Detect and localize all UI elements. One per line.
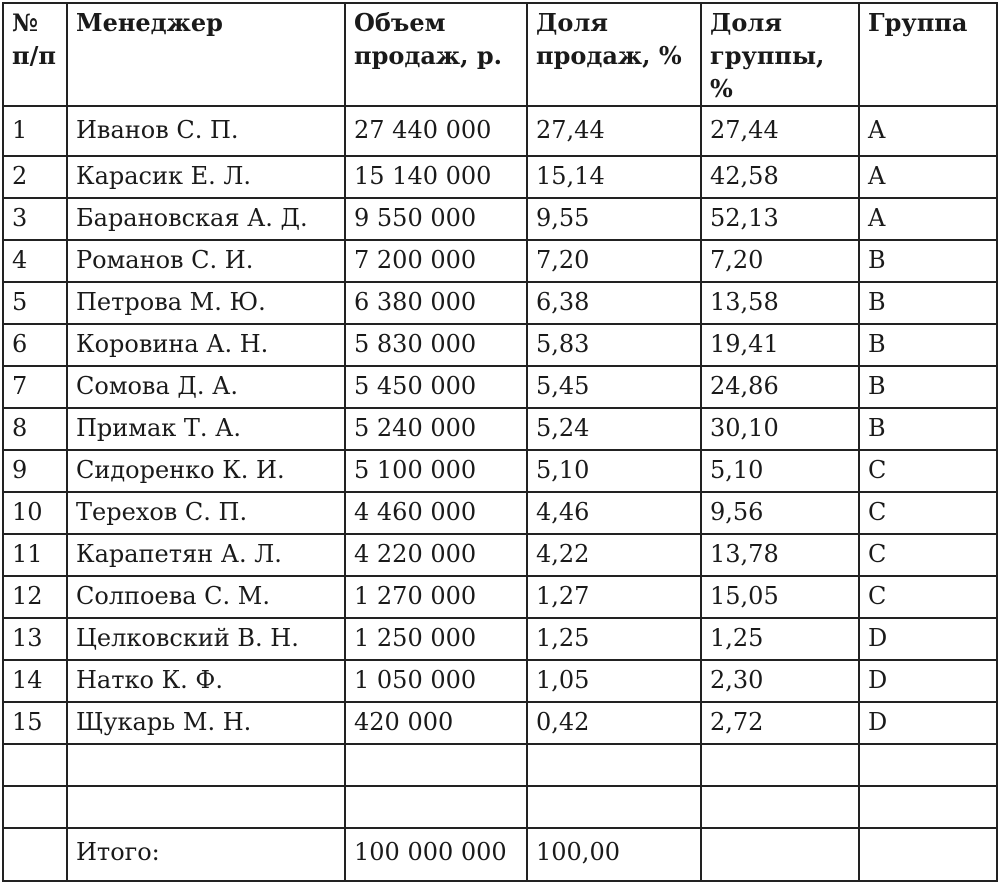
cell-share: 7,20: [527, 240, 701, 282]
empty-cell: [859, 828, 997, 881]
header-cell-group-share: Доля группы, %: [701, 3, 859, 106]
cell-number: 5: [3, 282, 67, 324]
cell-number: 10: [3, 492, 67, 534]
table-row: [3, 450, 997, 492]
cell-manager: Сомова Д. А.: [67, 366, 345, 408]
cell-number: 2: [3, 156, 67, 198]
empty-cell: [859, 744, 997, 786]
table-row: [3, 156, 997, 198]
cell-share: 27,44: [527, 106, 701, 156]
cell-share: 5,24: [527, 408, 701, 450]
cell-group-share: 2,72: [701, 702, 859, 744]
empty-row: [3, 744, 997, 786]
cell-manager: Примак Т. А.: [67, 408, 345, 450]
cell-number: 15: [3, 702, 67, 744]
cell-group: B: [859, 282, 997, 324]
empty-cell: [859, 786, 997, 828]
cell-manager: Целковский В. Н.: [67, 618, 345, 660]
total-label: Итого:: [67, 828, 345, 881]
cell-manager: Карапетян А. Л.: [67, 534, 345, 576]
cell-group: D: [859, 618, 997, 660]
cell-group: B: [859, 240, 997, 282]
table-row: [3, 702, 997, 744]
total-volume: 100 000 000: [345, 828, 527, 881]
cell-number: 7: [3, 366, 67, 408]
cell-group-share: 13,58: [701, 282, 859, 324]
table-row: [3, 534, 997, 576]
cell-group-share: 42,58: [701, 156, 859, 198]
cell-manager: Щукарь М. Н.: [67, 702, 345, 744]
cell-volume: 5 830 000: [345, 324, 527, 366]
empty-cell: [701, 744, 859, 786]
cell-share: 5,83: [527, 324, 701, 366]
cell-number: 14: [3, 660, 67, 702]
cell-number: 4: [3, 240, 67, 282]
cell-manager: Натко К. Ф.: [67, 660, 345, 702]
cell-group: C: [859, 576, 997, 618]
header-cell-group: Группа: [859, 3, 997, 106]
cell-volume: 420 000: [345, 702, 527, 744]
cell-number: 6: [3, 324, 67, 366]
header-cell-manager: Менеджер: [67, 3, 345, 106]
cell-group: B: [859, 324, 997, 366]
header-cell-share: Доля продаж, %: [527, 3, 701, 106]
cell-group: D: [859, 702, 997, 744]
header-row: [3, 3, 997, 106]
cell-manager: Барановская А. Д.: [67, 198, 345, 240]
empty-cell: [3, 828, 67, 881]
empty-cell: [527, 786, 701, 828]
cell-share: 4,46: [527, 492, 701, 534]
total-share: 100,00: [527, 828, 701, 881]
cell-group: A: [859, 156, 997, 198]
table-row: [3, 618, 997, 660]
table-row: [3, 660, 997, 702]
cell-group: A: [859, 106, 997, 156]
cell-share: 1,25: [527, 618, 701, 660]
cell-group-share: 2,30: [701, 660, 859, 702]
empty-cell: [345, 786, 527, 828]
cell-share: 6,38: [527, 282, 701, 324]
cell-group-share: 7,20: [701, 240, 859, 282]
table-row: [3, 240, 997, 282]
empty-cell: [67, 786, 345, 828]
cell-volume: 4 220 000: [345, 534, 527, 576]
cell-manager: Карасик Е. Л.: [67, 156, 345, 198]
cell-group: C: [859, 450, 997, 492]
cell-volume: 15 140 000: [345, 156, 527, 198]
table-row: [3, 324, 997, 366]
table-row: [3, 106, 997, 156]
cell-group: B: [859, 408, 997, 450]
cell-manager: Коровина А. Н.: [67, 324, 345, 366]
empty-row: [3, 786, 997, 828]
empty-cell: [67, 744, 345, 786]
cell-group-share: 30,10: [701, 408, 859, 450]
empty-cell: [527, 744, 701, 786]
cell-volume: 1 050 000: [345, 660, 527, 702]
cell-volume: 5 100 000: [345, 450, 527, 492]
cell-share: 5,10: [527, 450, 701, 492]
cell-volume: 5 450 000: [345, 366, 527, 408]
cell-group-share: 9,56: [701, 492, 859, 534]
empty-cell: [701, 828, 859, 881]
empty-cell: [701, 786, 859, 828]
cell-manager: Романов С. И.: [67, 240, 345, 282]
cell-share: 1,05: [527, 660, 701, 702]
cell-manager: Иванов С. П.: [67, 106, 345, 156]
cell-group: C: [859, 492, 997, 534]
table-row: [3, 198, 997, 240]
cell-volume: 4 460 000: [345, 492, 527, 534]
table-row: [3, 492, 997, 534]
table-row: [3, 366, 997, 408]
table-row: [3, 576, 997, 618]
cell-volume: 9 550 000: [345, 198, 527, 240]
cell-number: 8: [3, 408, 67, 450]
cell-manager: Петрова М. Ю.: [67, 282, 345, 324]
sales-table: [2, 2, 998, 882]
cell-group: A: [859, 198, 997, 240]
cell-group-share: 5,10: [701, 450, 859, 492]
cell-number: 1: [3, 106, 67, 156]
cell-share: 1,27: [527, 576, 701, 618]
empty-cell: [3, 786, 67, 828]
cell-number: 9: [3, 450, 67, 492]
header-cell-number: № п/п: [3, 3, 67, 106]
cell-manager: Сидоренко К. И.: [67, 450, 345, 492]
cell-group-share: 27,44: [701, 106, 859, 156]
cell-share: 4,22: [527, 534, 701, 576]
cell-share: 0,42: [527, 702, 701, 744]
cell-share: 15,14: [527, 156, 701, 198]
cell-volume: 6 380 000: [345, 282, 527, 324]
empty-cell: [345, 744, 527, 786]
cell-group: B: [859, 366, 997, 408]
cell-volume: 7 200 000: [345, 240, 527, 282]
cell-volume: 27 440 000: [345, 106, 527, 156]
total-row: [3, 828, 997, 881]
cell-manager: Терехов С. П.: [67, 492, 345, 534]
cell-group: D: [859, 660, 997, 702]
cell-share: 5,45: [527, 366, 701, 408]
cell-group: C: [859, 534, 997, 576]
cell-group-share: 24,86: [701, 366, 859, 408]
table-body: [3, 106, 997, 881]
cell-group-share: 15,05: [701, 576, 859, 618]
cell-group-share: 52,13: [701, 198, 859, 240]
cell-group-share: 1,25: [701, 618, 859, 660]
empty-cell: [3, 744, 67, 786]
cell-number: 11: [3, 534, 67, 576]
table-row: [3, 282, 997, 324]
cell-share: 9,55: [527, 198, 701, 240]
cell-volume: 1 270 000: [345, 576, 527, 618]
cell-group-share: 19,41: [701, 324, 859, 366]
cell-volume: 5 240 000: [345, 408, 527, 450]
cell-volume: 1 250 000: [345, 618, 527, 660]
cell-group-share: 13,78: [701, 534, 859, 576]
header-cell-volume: Объем продаж, р.: [345, 3, 527, 106]
cell-number: 3: [3, 198, 67, 240]
cell-number: 12: [3, 576, 67, 618]
cell-number: 13: [3, 618, 67, 660]
cell-manager: Солпоева С. М.: [67, 576, 345, 618]
table-row: [3, 408, 997, 450]
